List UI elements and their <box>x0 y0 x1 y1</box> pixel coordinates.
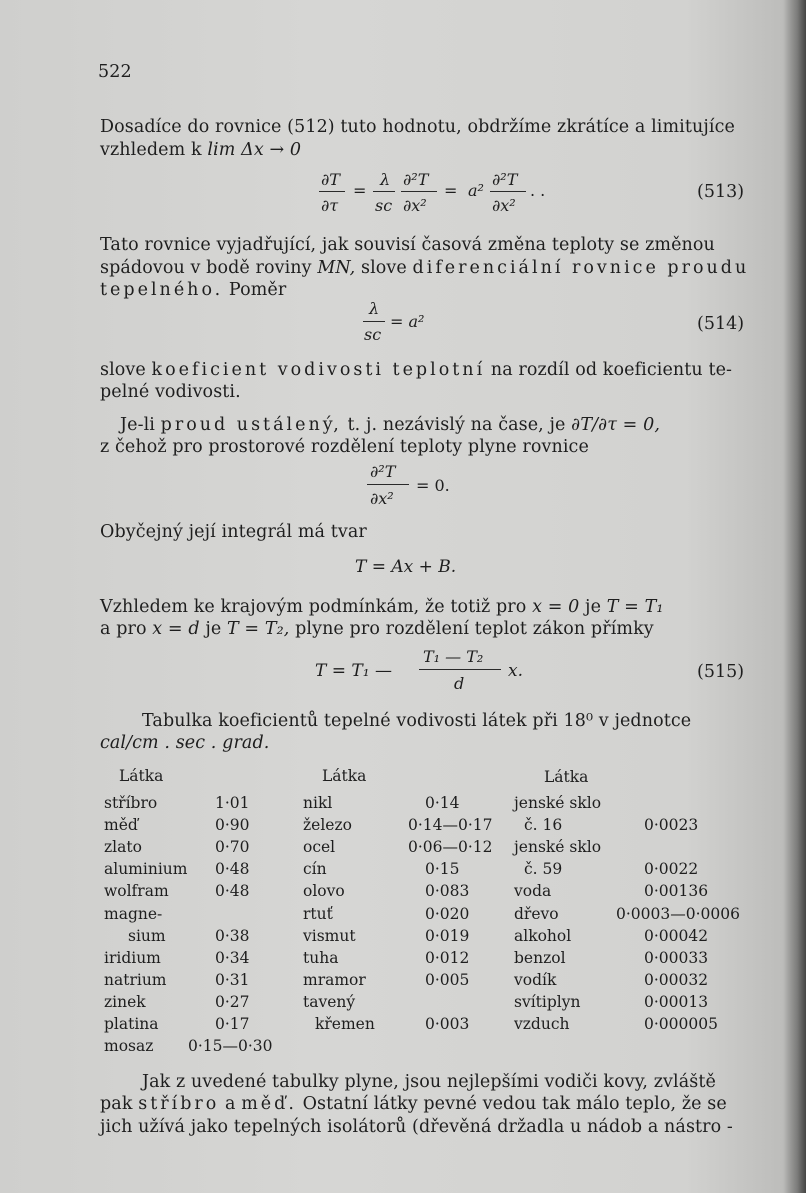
eq513-num1: ∂T <box>321 170 340 189</box>
table-row: voda <box>514 882 552 900</box>
para4-line1-a: Je-li <box>120 415 155 435</box>
para3-line1 <box>100 360 732 380</box>
table-header-col2: Látka <box>322 767 367 785</box>
para6-line2-a: a pro <box>100 619 147 639</box>
para6-math-xd: x = d <box>152 619 200 639</box>
table-row: nikl <box>303 794 333 812</box>
table-cell-value: 0·27 <box>215 993 250 1011</box>
para1-line1: Dosadíce do rovnice (512) tuto hodnotu, obdržíme zkrátíce a limitujíce <box>100 117 735 137</box>
term-heat-flow: tepelného. <box>100 280 224 300</box>
eq513-coef: a² <box>468 181 484 200</box>
eq513-bar2 <box>373 191 395 192</box>
table-cell-value: 0·15—0·30 <box>188 1037 273 1055</box>
para4-line2: z čehož pro prostorové rozdělení teploty plyne rovnice <box>100 437 589 457</box>
eq514-label: (514) <box>697 314 745 334</box>
para5-line1: Obyčejný její integrál má tvar <box>100 522 367 542</box>
table-cell-value: 0·00013 <box>644 993 709 1011</box>
table-cell-value: 0·34 <box>215 949 250 967</box>
table-row: cín <box>303 860 327 878</box>
table-row: vzduch <box>514 1015 570 1033</box>
table-row: stříbro <box>104 794 158 812</box>
term-copper: měď. <box>241 1094 297 1114</box>
eq514-den: sc <box>364 325 382 344</box>
table-cell-value: 0·005 <box>425 971 470 989</box>
table-row: křemen <box>315 1015 375 1033</box>
para7-line1: Jak z uvedené tabulky plyne, jsou nejlepšími vodiči kovy, zvláště <box>142 1072 716 1092</box>
table-row: svítiplyn <box>514 993 581 1011</box>
eq513-num2: λ <box>380 170 391 189</box>
table-cell-value: 0·0003—0·0006 <box>616 905 740 923</box>
para3-line1-b: na rozdíl od koeficientu te- <box>490 360 733 380</box>
table-cell-value: 0·14 <box>425 794 460 812</box>
para2-line2 <box>100 258 749 278</box>
table-row: rtuť <box>303 905 333 923</box>
table-row: wolfram <box>104 882 169 900</box>
para6-math-x0: x = 0 <box>532 597 580 617</box>
table-cell-value: 0·06—0·12 <box>408 838 493 856</box>
eq514-bar <box>363 321 385 322</box>
eq513-den2: sc <box>375 196 393 215</box>
table-row: vismut <box>303 927 356 945</box>
table-row: č. 59 <box>524 860 563 878</box>
laplace-rhs: = 0. <box>416 476 450 495</box>
table-row: sium <box>128 927 166 945</box>
eq513-bar4 <box>490 191 526 192</box>
table-row: dřevo <box>514 905 559 923</box>
para7-line2 <box>100 1094 727 1114</box>
para7-line2-a: pak <box>100 1094 133 1114</box>
eq513-label: (513) <box>697 182 745 202</box>
para1-line2-prefix: vzhledem k <box>100 140 202 160</box>
term-differential-equation: diferenciální rovnice proudu <box>412 258 750 278</box>
table-caption-line1: Tabulka koeficientů tepelné vodivosti látek při 18⁰ v jednotce <box>142 711 692 731</box>
page-number: 522 <box>98 62 132 82</box>
eq513-equals1: = <box>353 181 367 200</box>
eq514-num: λ <box>369 299 380 318</box>
eq513-den1: ∂τ <box>321 196 339 215</box>
table-cell-value: 0·019 <box>425 927 470 945</box>
table-row: platina <box>104 1015 159 1033</box>
para2-line3-b: Poměr <box>228 280 287 300</box>
table-cell-value: 0·70 <box>215 838 250 856</box>
para7-line2-c: Ostatní látky pevné vedou tak málo teplo, že se <box>302 1094 727 1114</box>
table-cell-value: 0·15 <box>425 860 460 878</box>
eq513-tail: . . <box>530 181 546 200</box>
table-cell-value: 0·083 <box>425 882 470 900</box>
table-row: olovo <box>303 882 345 900</box>
table-row: zlato <box>104 838 142 856</box>
para6-line2-b: je <box>205 619 222 639</box>
eq515-den: d <box>454 674 465 693</box>
para2-line2-b: slove <box>361 258 407 278</box>
eq515-bar <box>419 669 501 670</box>
table-cell-value: 0·48 <box>215 860 250 878</box>
para7-line2-b: a <box>224 1094 236 1114</box>
table-cell-value: 0·48 <box>215 882 250 900</box>
para6-line2-c: plyne pro rozdělení teplot zákon přímky <box>295 619 654 639</box>
table-row: natrium <box>104 971 167 989</box>
table-row: ocel <box>303 838 336 856</box>
table-cell-value: 1·01 <box>215 794 250 812</box>
table-row: aluminium <box>104 860 188 878</box>
table-row: železo <box>303 816 352 834</box>
para3-line2: pelné vodivosti. <box>100 382 241 402</box>
eq515-rhs: x. <box>508 661 523 681</box>
para4-line1 <box>120 415 660 435</box>
eq515-label: (515) <box>697 662 745 682</box>
steady-condition: ∂T/∂τ = 0, <box>571 415 661 435</box>
table-row: mosaz <box>104 1037 154 1055</box>
table-row: jenské sklo <box>514 794 602 812</box>
table-cell-value: 0·0022 <box>644 860 699 878</box>
table-row: alkohol <box>514 927 572 945</box>
table-cell-value: 0·00136 <box>644 882 709 900</box>
plane-mn: MN, <box>317 258 356 278</box>
table-row: měď <box>104 816 138 834</box>
para6-line2 <box>100 619 654 639</box>
table-cell-value: 0·31 <box>215 971 250 989</box>
para6-line1-a: Vzhledem ke krajovým podmínkám, že totiž pro <box>100 597 527 617</box>
eq513-bar3 <box>401 191 437 192</box>
table-header-col3: Látka <box>544 768 589 786</box>
table-row: zinek <box>104 993 146 1011</box>
table-cell-value: 0·14—0·17 <box>408 816 493 834</box>
para6-math-t1: T = T₁ <box>606 597 664 617</box>
table-row: magne- <box>104 905 163 923</box>
table-cell-value: 0·012 <box>425 949 470 967</box>
table-cell-value: 0·90 <box>215 816 250 834</box>
table-row: benzol <box>514 949 566 967</box>
eq513-num3: ∂²T <box>403 170 429 189</box>
table-cell-value: 0·0023 <box>644 816 699 834</box>
table-row: vodík <box>514 971 557 989</box>
para4-line1-b: t. j. nezávislý na čase, je <box>347 415 566 435</box>
table-cell-value: 0·000005 <box>644 1015 718 1033</box>
table-cell-value: 0·00032 <box>644 971 709 989</box>
limit-expression: lim Δx → 0 <box>207 140 302 160</box>
term-silver: stříbro <box>138 1094 220 1114</box>
table-header-col1: Látka <box>119 767 164 785</box>
para3-line1-a: slove <box>100 360 146 380</box>
laplace-bar <box>367 484 409 485</box>
table-cell-value: 0·00042 <box>644 927 709 945</box>
para2-line3 <box>100 280 286 300</box>
eq513-den4: ∂x² <box>492 196 516 215</box>
table-caption-units: cal/cm . sec . grad. <box>100 733 270 753</box>
eq514-rhs: = a² <box>390 312 425 331</box>
eq513-bar1 <box>319 191 345 192</box>
para6-line1 <box>100 597 663 617</box>
equation-linear: T = Ax + B. <box>355 557 457 577</box>
table-row: tuha <box>303 949 339 967</box>
table-cell-value: 0·38 <box>215 927 250 945</box>
table-cell-value: 0·00033 <box>644 949 709 967</box>
term-thermal-diffusivity: koeficient vodivosti teplotní <box>151 360 486 380</box>
table-cell-value: 0·020 <box>425 905 470 923</box>
para2-line1: Tato rovnice vyjadřující, jak souvisí časová změna teploty se změnou <box>100 235 715 255</box>
para6-line1-b: je <box>585 597 602 617</box>
table-row: mramor <box>303 971 366 989</box>
term-steady-flow: proud ustálený, <box>160 415 342 435</box>
laplace-den: ∂x² <box>370 489 394 508</box>
table-row: iridium <box>104 949 161 967</box>
para2-line2-a: spádovou v bodě roviny <box>100 258 312 278</box>
eq515-lhs: T = T₁ — <box>315 661 392 681</box>
table-row: tavený <box>303 993 356 1011</box>
para1-line2 <box>100 140 301 160</box>
table-row: jenské sklo <box>514 838 602 856</box>
table-cell-value: 0·17 <box>215 1015 250 1033</box>
laplace-num: ∂²T <box>370 462 396 481</box>
eq513-den3: ∂x² <box>403 196 427 215</box>
eq515-num: T₁ — T₂ <box>423 647 484 666</box>
para6-math-t2: T = T₂, <box>226 619 290 639</box>
para7-line3: jich užívá jako tepelných isolátorů (dřevěná držadla u nádob a nástro - <box>100 1117 733 1137</box>
eq513-equals2: = <box>444 181 458 200</box>
table-row: č. 16 <box>524 816 563 834</box>
table-cell-value: 0·003 <box>425 1015 470 1033</box>
eq513-num4: ∂²T <box>492 170 518 189</box>
page-edge-shadow <box>784 0 806 1193</box>
